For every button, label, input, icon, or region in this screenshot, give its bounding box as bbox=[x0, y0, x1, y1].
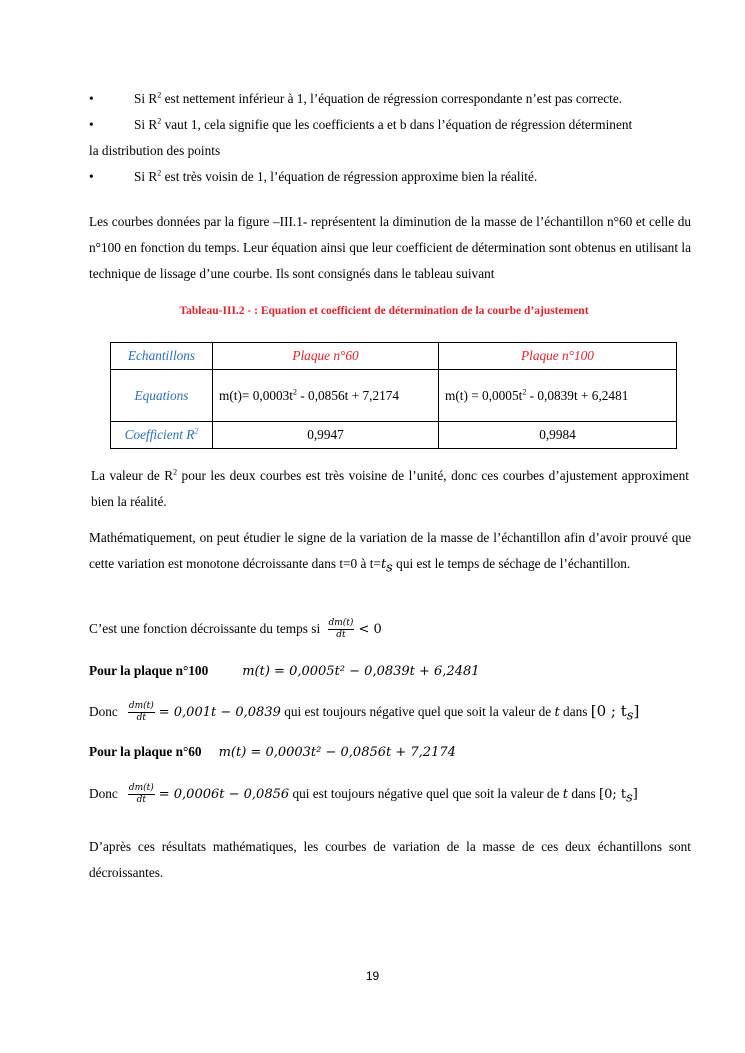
r2-paragraph: La valeur de $R^2$ pour les deux courbes est très voisine de l’unité, donc ces courbes d’ajustement approximent bien la réalité. bbox=[91, 467, 690, 509]
coefficient-plaque-100: 0,9984 bbox=[439, 422, 677, 449]
header-plaque-100: Plaque n°100 bbox=[439, 343, 677, 370]
derivative-fraction: $\frac{dm(t)}{dt}$ bbox=[128, 783, 154, 806]
equation-plaque-100: $m(t) = 0,0005t^2 - 0,0839t + 6,2481$ bbox=[439, 370, 677, 422]
bullet-symbol: • bbox=[89, 91, 94, 106]
page-number: 19 bbox=[365, 969, 380, 983]
plaque-60-line bbox=[89, 739, 691, 766]
row-label-coefficient: Coefficient $R^2$ bbox=[111, 422, 213, 449]
bullet-item-1: • Si $R^2$ est nettement inférieur à 1, l’équation de régression correspondante n’est pas correcte. bbox=[89, 86, 691, 112]
header-echantillons: Echantillons bbox=[111, 343, 213, 370]
bullet-list bbox=[89, 86, 691, 190]
equation-plaque-60: $m(t)= 0,0003t^2 - 0,0856t + 7,2174$ bbox=[213, 370, 439, 422]
plaque-60-equation: m(t) = 0,0003t² − 0,0856t + 7,2174 bbox=[218, 745, 456, 760]
derivative-fraction: $\frac{dm(t)}{dt}$ bbox=[128, 701, 154, 724]
header-plaque-60: Plaque n°60 bbox=[213, 343, 439, 370]
coefficient-plaque-60: 0,9947 bbox=[213, 422, 439, 449]
derivative-60-line: Donc $\frac{dm(t)}{dt}$ = 0,0006t − 0,0856 qui est toujours négative quel que soit la valeur de t dans [0; $t_s$] bbox=[89, 783, 638, 806]
table-caption: Tableau-III.2 - : Equation et coefficient de détermination de la courbe d’ajustement bbox=[179, 305, 589, 317]
derivative-100-line: Donc $\frac{dm(t)}{dt}$ = 0,001t − 0,0839 qui est toujours négative quel que soit la valeur de t dans [0 ; $t_s$] bbox=[89, 701, 640, 724]
plaque-100-line bbox=[89, 658, 691, 685]
conclusion-paragraph: D’après ces résultats mathématiques, les courbes de variation de la masse de ces deux échantillons sont décroissantes. bbox=[89, 839, 691, 880]
row-label-equations: Equations bbox=[111, 370, 213, 422]
intro-paragraph: Les courbes données par la figure –III.1- représentent la diminution de la masse de l’échantillon n°60 et celle du n°100 en fonction du temps. Leur équation ainsi que leur coefficient de détermination sont obtenus en utilisant la technique de lissage d’une courbe. Ils sont consignés dans le tableau suivant bbox=[89, 214, 691, 281]
bullet-symbol: • bbox=[89, 117, 94, 132]
plaque-60-label: Pour la plaque n°60 bbox=[89, 744, 202, 759]
bullet-item-2: • Si $R^2$ vaut 1, cela signifie que les coefficients a et b dans l’équation de régression déterminent bbox=[89, 112, 691, 138]
table-equations-row bbox=[111, 370, 677, 422]
regression-table bbox=[110, 342, 677, 449]
math-paragraph: Mathématiquement, on peut étudier le signe de la variation de la masse de l’échantillon afin d’avoir prouvé que cette variation est monotone décroissante dans t=0 à $t=t_s$ qui est le temps de séchage de l’échantillon. bbox=[89, 530, 691, 576]
derivative-fraction: $\frac{dm(t)}{dt}$ bbox=[328, 618, 354, 641]
plaque-100-equation: m(t) = 0,0005t² − 0,0839t + 6,2481 bbox=[242, 664, 480, 679]
table-coefficient-row bbox=[111, 422, 677, 449]
bullet-symbol: • bbox=[89, 169, 94, 184]
bullet-item-2-continuation: la distribution des points bbox=[89, 143, 221, 158]
table-header-row bbox=[111, 343, 677, 370]
condition-line: C’est une fonction décroissante du temps si $\frac{dm(t)}{dt}$ < 0 bbox=[89, 618, 382, 641]
bullet-item-3: • Si $R^2$ est très voisin de 1, l’équation de régression approxime bien la réalité. bbox=[89, 164, 691, 190]
plaque-100-label: Pour la plaque n°100 bbox=[89, 663, 209, 678]
